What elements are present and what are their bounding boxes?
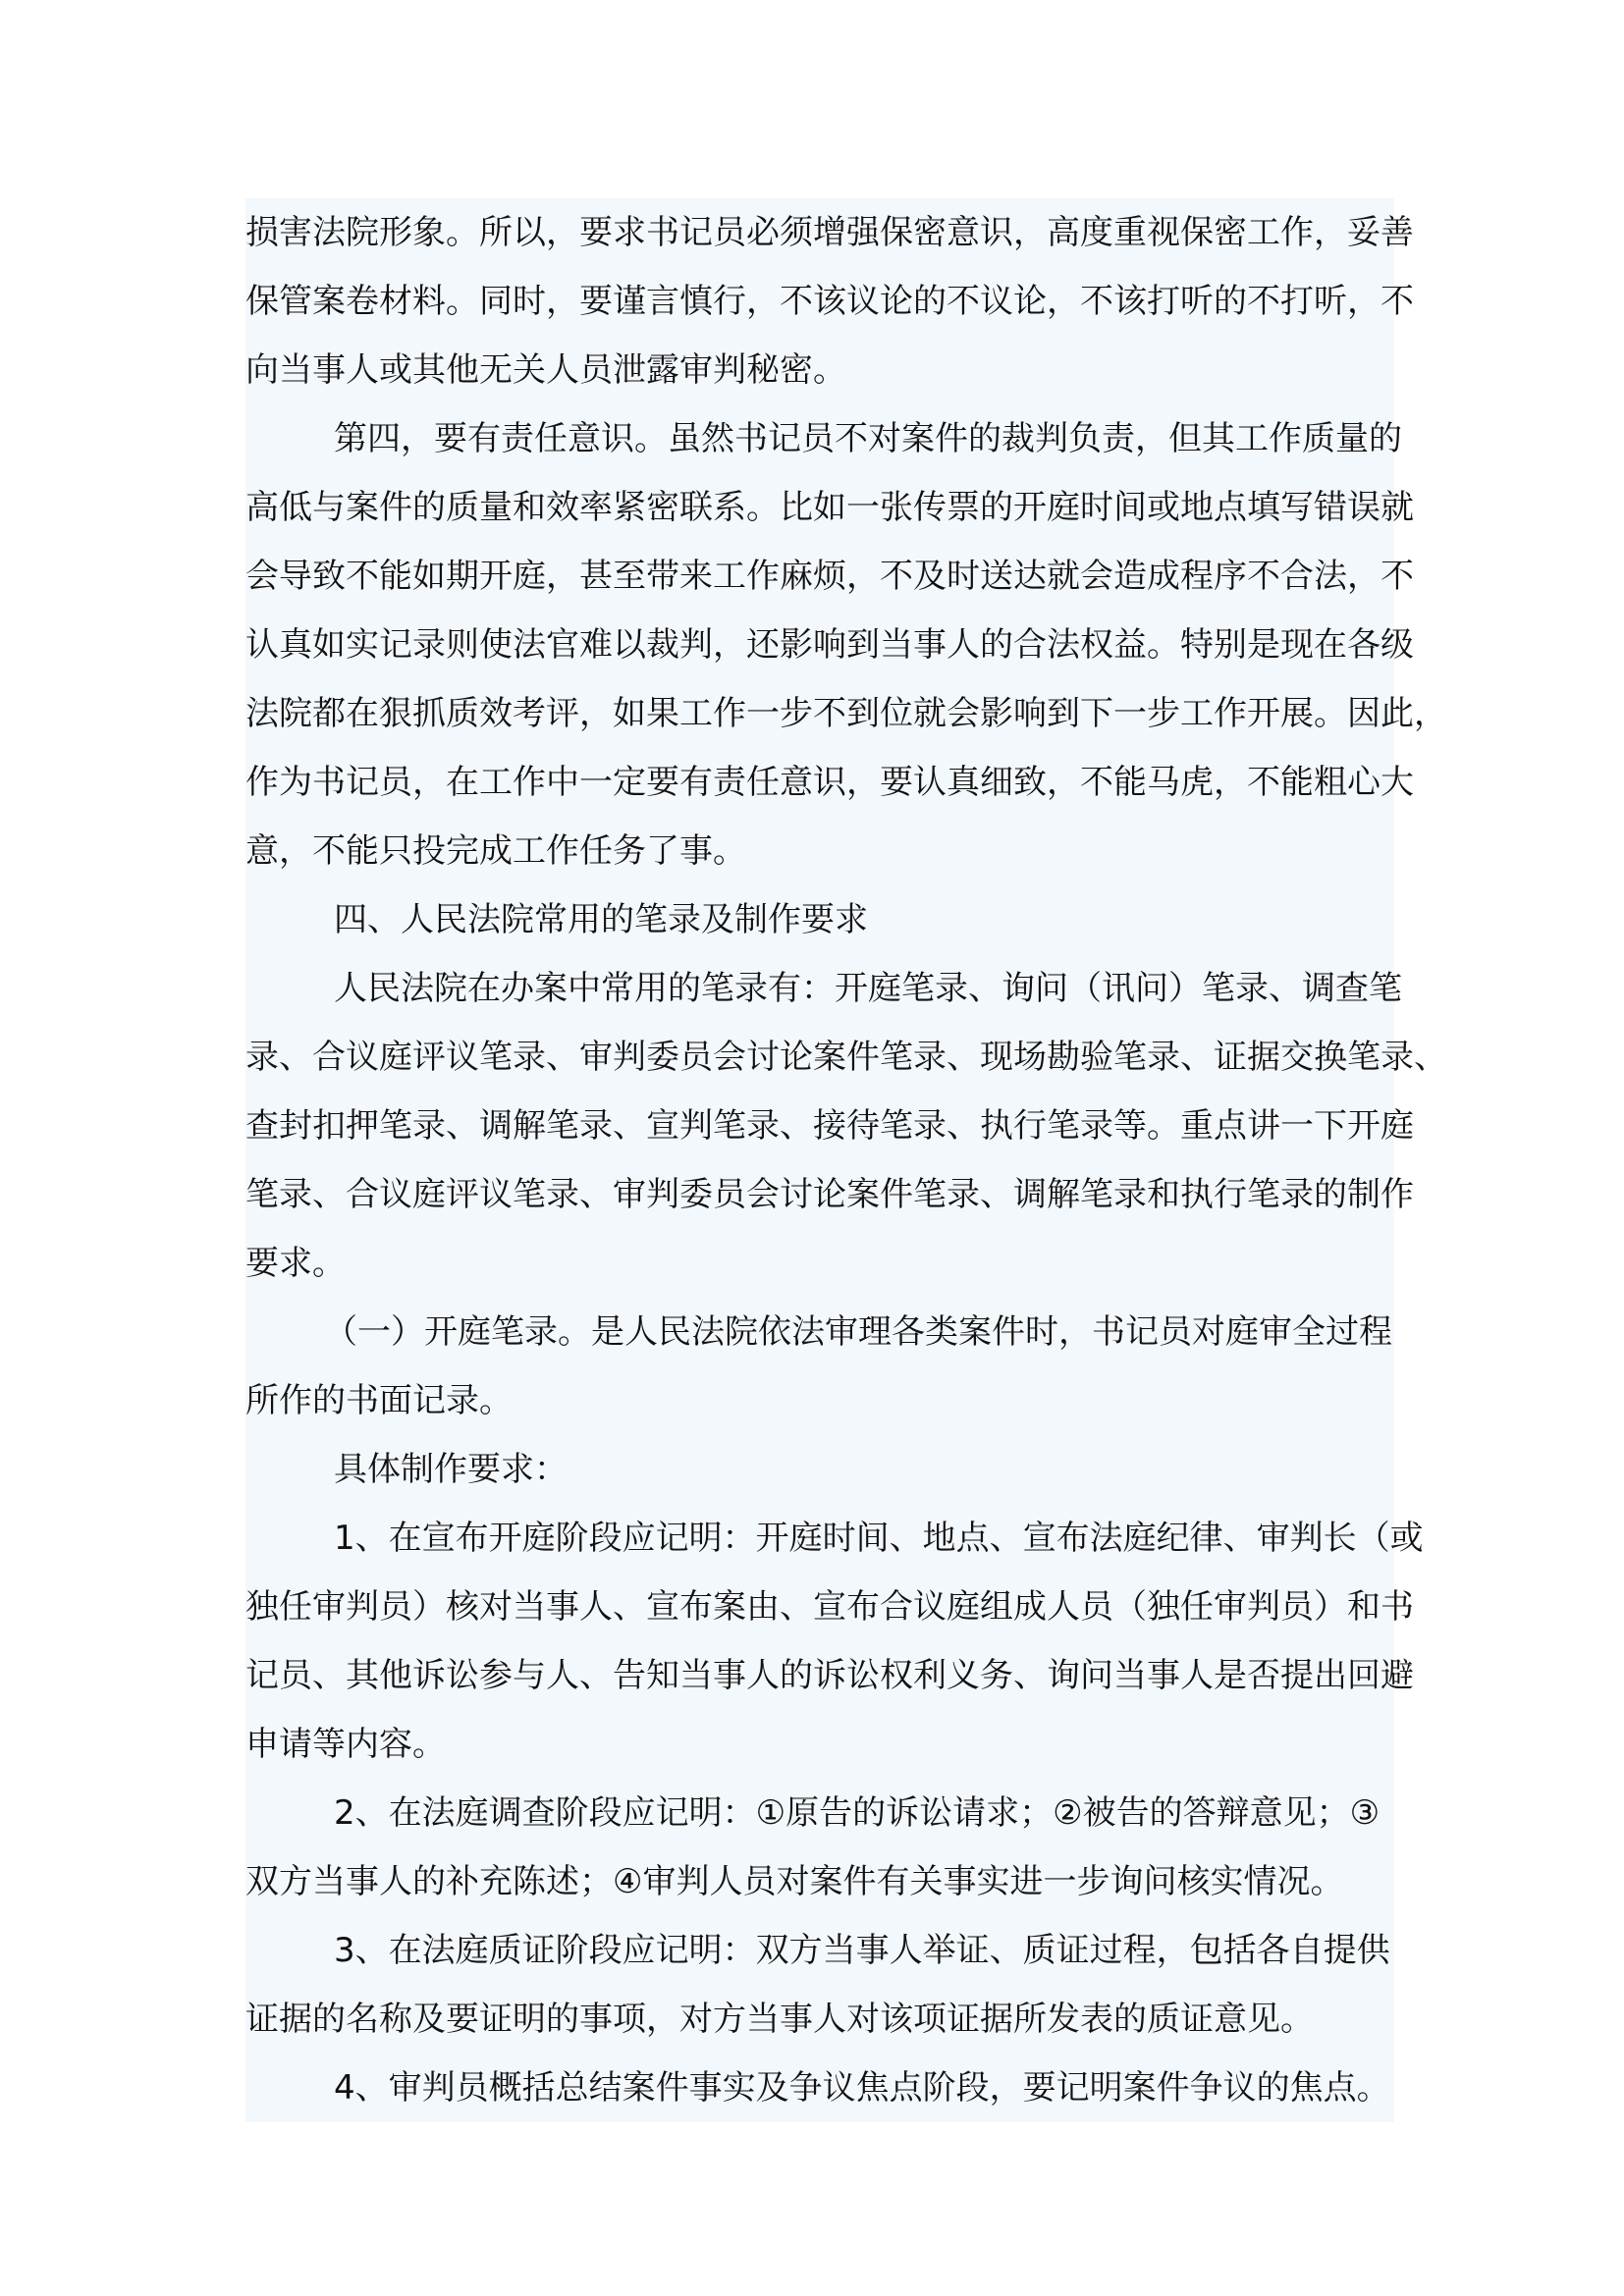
text-line: 记员、其他诉讼参与人、告知当事人的诉讼权利义务、询问当事人是否提出回避 (245, 1656, 1414, 1695)
text-line: 独任审判员）核对当事人、宣布案由、宣布合议庭组成人员（独任审判员）和书 (245, 1587, 1414, 1627)
text-line: 认真如实记录则使法官难以裁判，还影响到当事人的合法权益。特别是现在各级 (245, 625, 1414, 665)
text-line: 向当事人或其他无关人员泄露审判秘密。 (245, 350, 846, 390)
text-line: 所作的书面记录。 (245, 1381, 513, 1420)
text-line: 1、在宣布开庭阶段应记明：开庭时间、地点、宣布法庭纪律、审判长（或 (334, 1519, 1424, 1558)
text-line: 证据的名称及要证明的事项，对方当事人对该项证据所发表的质证意见。 (245, 2000, 1314, 2039)
text-line: 第四，要有责任意识。虽然书记员不对案件的裁判负责，但其工作质量的 (334, 419, 1402, 458)
text-line: 录、合议庭评议笔录、审判委员会讨论案件笔录、现场勘验笔录、证据交换笔录、 (245, 1038, 1447, 1077)
text-line: 笔录、合议庭评议笔录、审判委员会讨论案件笔录、调解笔录和执行笔录的制作 (245, 1175, 1414, 1214)
text-line: 申请等内容。 (245, 1725, 446, 1764)
text-line: 双方当事人的补充陈述；④审判人员对案件有关事实进一步询问核实情况。 (245, 1862, 1344, 1901)
text-line: 高低与案件的质量和效率紧密联系。比如一张传票的开庭时间或地点填写错误就 (245, 488, 1414, 527)
text-line: 4、审判员概括总结案件事实及争议焦点阶段，要记明案件争议的焦点。 (334, 2068, 1390, 2108)
subsection-heading: （一）开庭笔录。是人民法院依法审理各类案件时，书记员对庭审全过程 (324, 1312, 1392, 1352)
text-line: 具体制作要求： (334, 1450, 568, 1489)
text-line: 要求。 (245, 1244, 346, 1283)
text-body (245, 198, 1447, 2122)
text-line: 意，不能只投完成工作任务了事。 (245, 831, 746, 871)
text-line: 会导致不能如期开庭，甚至带来工作麻烦，不及时送达就会造成程序不合法，不 (245, 557, 1414, 596)
text-line: 人民法院在办案中常用的笔录有：开庭笔录、询问（讯问）笔录、调查笔 (334, 969, 1402, 1008)
section-heading: 四、人民法院常用的笔录及制作要求 (334, 900, 868, 939)
text-line: 损害法院形象。所以，要求书记员必须增强保密意识，高度重视保密工作，妥善 (245, 213, 1414, 252)
text-line: 法院都在狠抓质效考评，如果工作一步不到位就会影响到下一步工作开展。因此， (245, 694, 1447, 733)
text-line: 3、在法庭质证阶段应记明：双方当事人举证、质证过程，包括各自提供 (334, 1931, 1390, 1970)
text-line: 作为书记员，在工作中一定要有责任意识，要认真细致，不能马虎，不能粗心大 (245, 763, 1414, 802)
text-line: 2、在法庭调查阶段应记明：①原告的诉讼请求；②被告的答辩意见；③ (334, 1793, 1380, 1833)
text-line: 查封扣押笔录、调解笔录、宣判笔录、接待笔录、执行笔录等。重点讲一下开庭 (245, 1106, 1414, 1146)
text-line: 保管案卷材料。同时，要谨言慎行，不该议论的不议论，不该打听的不打听，不 (245, 282, 1414, 321)
